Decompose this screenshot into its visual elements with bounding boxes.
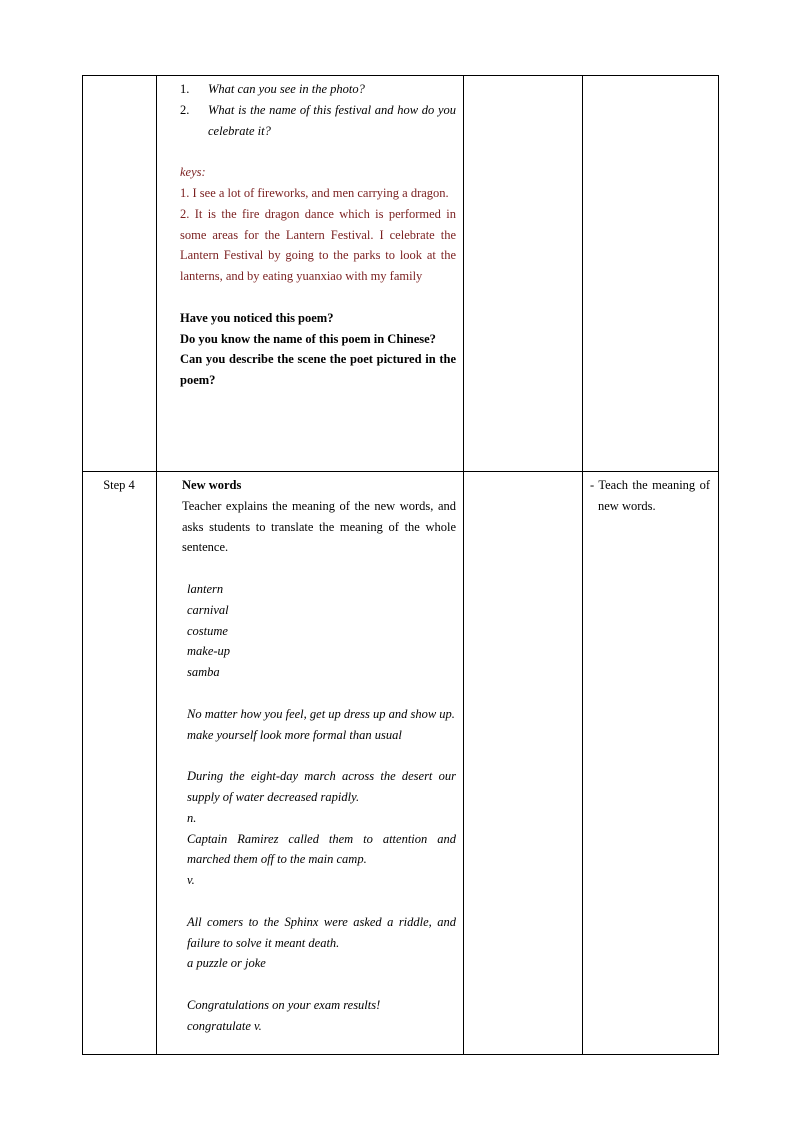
- table-row-divider: [82, 471, 719, 472]
- section-heading: New words: [182, 478, 242, 492]
- vocab-word: costume: [187, 623, 228, 638]
- example-sentence: During the eight-day march across the desert our supply of water decreased rapidly.: [187, 769, 456, 804]
- table-col-divider-3: [582, 75, 583, 1055]
- vocab-word: make-up: [187, 644, 231, 659]
- question-number: 1.: [180, 82, 190, 96]
- example-note: make yourself look more formal than usual: [187, 727, 402, 742]
- discussion-question: Have you noticed this poem?: [180, 310, 334, 325]
- example-sentence: All comers to the Sphinx were asked a riddle, and failure to solve it meant death.: [187, 914, 456, 950]
- example-sentence: No matter how you feel, get up dress up and show up.: [187, 706, 455, 721]
- discussion-question: Can you describe the scene the poet pictured in the poem?: [180, 352, 456, 388]
- row1-content-cell: [180, 79, 456, 391]
- example-note: n.: [187, 810, 197, 825]
- table-border-right: [718, 75, 719, 1055]
- table-border-bottom: [82, 1054, 719, 1055]
- table-border-top: [82, 75, 719, 76]
- keys-label: keys:: [180, 165, 206, 180]
- table-border-left: [82, 75, 83, 1055]
- vocab-word: lantern: [187, 581, 224, 596]
- word-list: [182, 579, 456, 683]
- example-sentence: Congratulations on your exam results!: [187, 997, 381, 1012]
- question-number: 2.: [180, 102, 190, 117]
- vocab-word: samba: [187, 665, 220, 680]
- example-note: a puzzle or joke: [187, 956, 266, 971]
- purpose-text: - Teach the meaning of new words.: [590, 478, 710, 513]
- vocab-word: carnival: [187, 602, 229, 617]
- question-item: [180, 100, 456, 142]
- step-label: Step 4: [103, 478, 135, 492]
- table-col-divider-2: [463, 75, 464, 1055]
- section-intro: Teacher explains the meaning of the new words, and asks students to translate the meaning of the whole sentence.: [182, 498, 456, 555]
- example-note: v.: [187, 873, 195, 888]
- discussion-question: Do you know the name of this poem in Chinese?: [180, 331, 436, 346]
- row2-content-cell: [182, 475, 456, 1037]
- example-note: congratulate v.: [187, 1018, 262, 1033]
- question-text: What can you see in the photo?: [208, 82, 365, 96]
- question-text: What is the name of this festival and how do you celebrate it?: [208, 102, 456, 138]
- example-sentence: Captain Ramirez called them to attention and marched them off to the main camp.: [187, 831, 456, 867]
- table-col-divider-1: [156, 75, 157, 1055]
- question-item: [180, 79, 456, 100]
- example-list: [182, 704, 456, 1037]
- key-answer: 1. I see a lot of fireworks, and men carrying a dragon.: [180, 185, 449, 200]
- key-answer: 2. It is the fire dragon dance which is performed in some areas for the Lantern Festival. I celebrate the Lantern Festival by going to the parks to look at the lanterns, and by eating yuanxiao with my family: [180, 206, 456, 284]
- question-list: [180, 79, 456, 141]
